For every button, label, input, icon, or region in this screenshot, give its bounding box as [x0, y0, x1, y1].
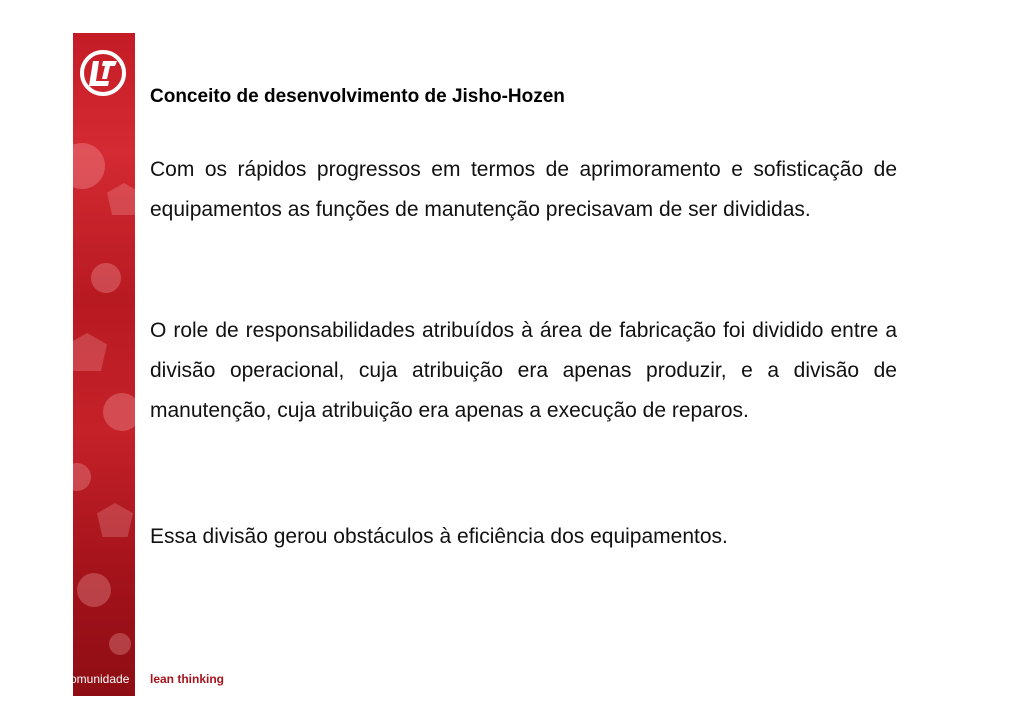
bokeh-circle: [73, 463, 91, 491]
bokeh-circle: [77, 573, 111, 607]
bokeh-shape: [73, 333, 107, 371]
bokeh-shape: [107, 183, 135, 215]
bokeh-circle: [91, 263, 121, 293]
paragraph-2: O role de responsabilidades atribuídos à área de fabricação foi dividido entre a divisão operacional, cuja atribuição era apenas produzir, e a divisão de manutenção, cuja atribuição era apenas a execução de reparos.: [150, 319, 897, 422]
paragraph-3: Essa divisão gerou obstáculos à eficiência dos equipamentos.: [150, 525, 728, 548]
bokeh-circle: [109, 633, 131, 655]
slide-title: Conceito de desenvolvimento de Jisho-Hozen: [150, 86, 565, 107]
sidebar-decoration: [73, 33, 135, 696]
footer-left-label: comunidade: [64, 672, 130, 686]
paragraph-1: Com os rápidos progressos em termos de aprimoramento e sofisticação de equipamentos as funções de manutenção precisavam de ser divididas.: [150, 158, 897, 221]
footer-right-label: lean thinking: [150, 672, 225, 686]
bokeh-circle: [103, 393, 135, 431]
bokeh-circle: [73, 143, 105, 189]
bokeh-shape: [97, 503, 133, 537]
lean-institute-logo-icon: [79, 49, 127, 97]
